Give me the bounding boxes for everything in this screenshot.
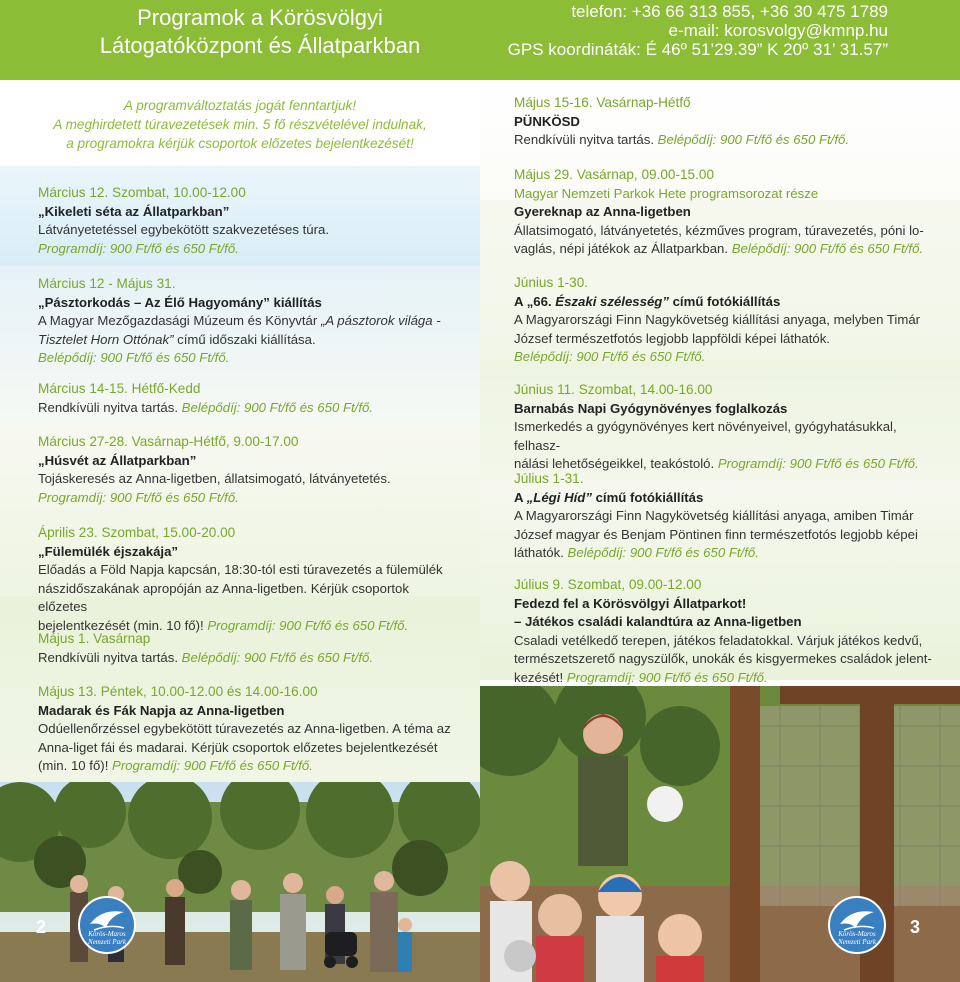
event-description-line-3: láthatók. Belépődíj: 900 Ft/fő és 650 Ft/fő. (514, 545, 759, 560)
email-text: e-mail: korosvolgy@kmnp.hu (668, 21, 888, 40)
event-date: Március 14-15. Hétfő-Kedd (38, 381, 201, 396)
event-description-line-1: Ismerkedés a gyógynövényes kert növényeivel, gyógyhatásukkal, felhasz- (514, 419, 897, 453)
notice-line-3: a programokra kérjük csoportok előzetes bejelentkezését! (66, 136, 414, 151)
event-price: Programdíj: 900 Ft/fő és 650 Ft/fő. (38, 489, 239, 505)
event-date: Március 12 - Május 31. (38, 276, 176, 291)
event-price: Belépődíj: 900 Ft/fő és 650 Ft/fő. (514, 349, 706, 364)
event-description-line-3: kezését! Programdíj: 900 Ft/fő és 650 Ft/fő. (514, 669, 768, 685)
event-title: „Húsvét az Állatparkban” (38, 452, 197, 468)
logo-text-line-1: Körös-Maros (838, 930, 876, 938)
gps-text: GPS koordináták: É 46º 51’29.39” K 20º 31’ 31.57” (507, 40, 888, 59)
event-date: Március 12. Szombat, 10.00-12.00 (38, 185, 246, 200)
event-subtitle: – Játékos családi kalandtúra az Anna-ligetben (514, 614, 802, 629)
event-title: „Fülemülék éjszakája” (38, 543, 179, 559)
page-number-right: 3 (910, 917, 921, 937)
event-kalandtura (514, 576, 934, 687)
event-date: Június 1-30. (514, 275, 589, 290)
header-bar (0, 0, 960, 80)
contact-info (508, 2, 888, 59)
event-pasztorkodas (38, 275, 458, 368)
event-date: Május 29. Vasárnap, 09.00-15.00 (514, 167, 715, 182)
page-number-left: 2 (36, 917, 47, 937)
event-description-line-2: természetszerető nagyszülők, unokák és kisgyermekes családok jelent- (514, 651, 932, 666)
event-description-line-1: A Magyarországi Finn Nagykövetség kiállítási anyaga, amiben Timár (514, 508, 914, 523)
photo-family-walk (0, 782, 480, 982)
event-description-line-2: Anna-liget fái és madarai. Kérjük csoportok előzetes bejelentkezését (38, 739, 438, 755)
event-description-line-2: nálási lehetőségeikkel, teakóstoló. Programdíj: 900 Ft/fő és 650 Ft/fő. (514, 456, 919, 471)
title-line-1: Programok a Körösvölgyi (137, 5, 383, 30)
event-price: Belépődíj: 900 Ft/fő és 650 Ft/fő. (38, 350, 230, 365)
event-description-line-2: nászidőszakának apropóján az Anna-ligetben. Kérjük csoportok előzetes (38, 580, 409, 614)
logo-text-line-2: Nemzeti Park (88, 938, 126, 946)
event-description-line-1: A Magyar Mezőgazdasági Múzeum és Könyvtár „A pásztorok világa - (38, 313, 441, 328)
event-title: PÜNKÖSD (514, 113, 580, 129)
event-description-line-2: vaglás, népi játékok az Állatparkban. Belépődíj: 900 Ft/fő és 650 Ft/fő. (514, 241, 924, 256)
event-title: A „66. Északi szélesség” című fotókiállítás (514, 293, 781, 309)
event-punkosd (514, 94, 934, 150)
event-description-line-1: Csaladi vetélkedő terepen, játékos feladatokkal. Várjuk játékos kedvű, (514, 632, 923, 648)
event-date: Március 27-28. Vasárnap-Hétfő, 9.00-17.00 (38, 434, 299, 449)
event-description-line-1: Állatsimogató, látványetetés, kézműves program, túravezetés, póni lo- (514, 222, 924, 238)
event-description: Rendkívüli nyitva tartás. Belépődíj: 900 Ft/fő és 650 Ft/fő. (38, 399, 374, 415)
photo-children-at-enclosure (480, 686, 960, 982)
event-date: Július 9. Szombat, 09.00-12.00 (514, 577, 702, 592)
event-kikeleti-seta (38, 184, 458, 258)
notice-line-2: A meghirdetett túravezetések min. 5 fő részvételével indulnak, (53, 117, 427, 132)
event-date: Május 1. Vasárnap (38, 631, 151, 646)
event-description-line-1: Odúellenőrzéssel egybekötött túravezetés az Anna-ligetben. A téma az (38, 721, 451, 736)
page-title (60, 4, 460, 60)
event-description-line-1: Előadás a Föld Napja kapcsán, 18:30-tól esti túravezetés a fülemülék (38, 562, 443, 577)
event-description-line-1: A Magyarországi Finn Nagykövetség kiállítási anyaga, melyben Timár (514, 312, 921, 327)
event-description-line-2: József természetfotós legjobb lappföldi képei láthatók. (514, 330, 830, 346)
event-legi-hid-kiallitas (514, 470, 934, 563)
event-description-line-3: (min. 10 fő)! Programdíj: 900 Ft/fő és 650 Ft/fő. (38, 758, 313, 773)
event-date: Május 15-16. Vasárnap-Hétfő (514, 95, 691, 110)
event-gyereknap (514, 166, 934, 259)
event-title: „Kikeleti séta az Állatparkban” (38, 203, 230, 219)
notice-line-1: A programváltoztatás jogát fenntartjuk! (123, 98, 357, 113)
koros-maros-logo-left (78, 896, 136, 954)
event-fulemulek-ejszakaja (38, 524, 458, 635)
event-title: A „Légi Híd” című fotókiállítás (514, 489, 704, 505)
event-description-line-2: Tisztelet Horn Ottónak” című időszaki kiállítása. (38, 331, 316, 347)
logo-text-line-2: Nemzeti Park (838, 938, 876, 946)
event-description: Látványetetéssel egybekötött szakvezetéses túra. (38, 222, 330, 237)
event-husvet (38, 433, 458, 507)
event-madarak-es-fak-napja (38, 683, 458, 776)
event-description-line-3: bejelentkezését (min. 10 fő)! Programdíj: 900 Ft/fő és 650 Ft/fő. (38, 617, 409, 633)
event-subtitle: Magyar Nemzeti Parkok Hete programsorozat része (514, 185, 819, 201)
koros-maros-logo-right (828, 896, 886, 954)
phone-text: telefon: +36 66 313 855, +36 30 475 1789 (571, 2, 888, 21)
event-date: Június 11. Szombat, 14.00-16.00 (514, 382, 713, 397)
event-eszaki-szelesseg-kiallitas (514, 274, 934, 367)
event-description: Rendkívüli nyitva tartás. Belépődíj: 900 Ft/fő és 650 Ft/fő. (514, 132, 850, 147)
event-description-line-2: József magyar és Benjam Pöntinen finn természetfotós legjobb képei (514, 526, 918, 542)
event-marcius-14-15 (38, 380, 458, 417)
title-line-2: Látogatóközpont és Állatparkban (99, 33, 421, 58)
event-title: Gyereknap az Anna-ligetben (514, 204, 691, 219)
event-title: Barnabás Napi Gyógynövényes foglalkozás (514, 400, 788, 416)
program-notice (30, 96, 450, 153)
event-date: Május 13. Péntek, 10.00-12.00 és 14.00-16.00 (38, 684, 318, 699)
event-date: Április 23. Szombat, 15.00-20.00 (38, 525, 236, 540)
logo-text-line-1: Körös-Maros (88, 930, 126, 938)
event-barnabas-nap (514, 381, 934, 474)
event-price: Programdíj: 900 Ft/fő és 650 Ft/fő. (38, 240, 239, 256)
event-title: Fedezd fel a Körösvölgyi Állatparkot! (514, 595, 747, 611)
event-date: Július 1-31. (514, 471, 584, 486)
event-description: Rendkívüli nyitva tartás. Belépődíj: 900 Ft/fő és 650 Ft/fő. (38, 649, 374, 665)
event-majus-1 (38, 630, 458, 667)
event-title: Madarak és Fák Napja az Anna-ligetben (38, 702, 285, 718)
event-description: Tojáskeresés az Anna-ligetben, állatsimogató, látványetetés. (38, 471, 391, 486)
event-title: „Pásztorkodás – Az Élő Hagyomány” kiállítás (38, 294, 322, 310)
